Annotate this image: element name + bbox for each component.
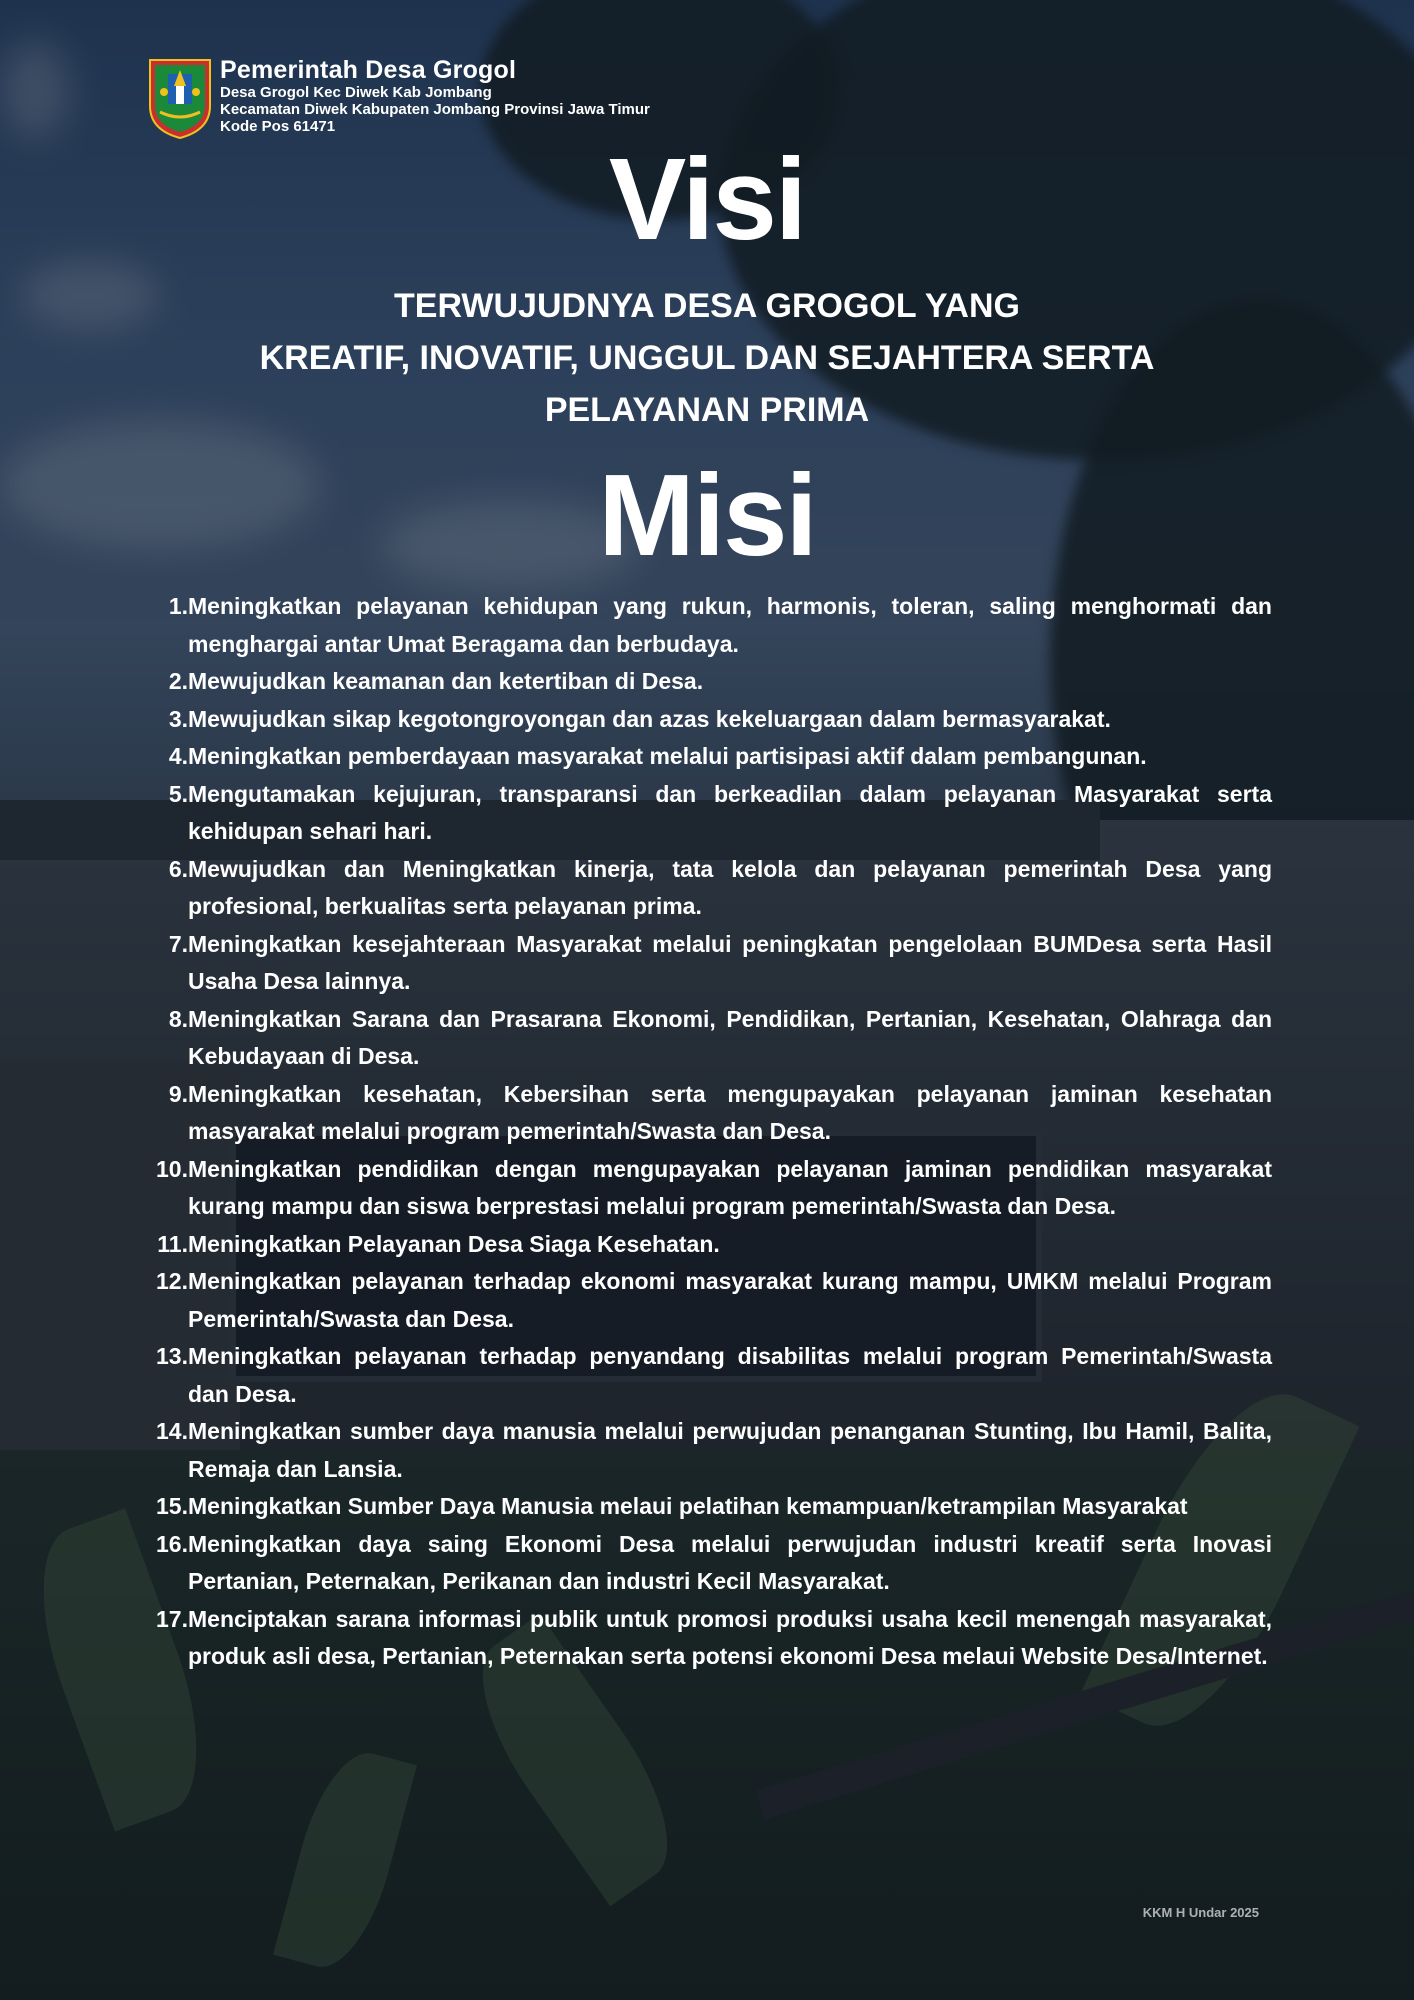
misi-number: 17.	[156, 1605, 188, 1632]
misi-text: Meningkatkan daya saing Ekonomi Desa melalui perwujudan industri kreatif serta Inovasi Pertanian, Peternakan, Perikanan dan industri Kecil Masyarakat.	[188, 1530, 1272, 1594]
misi-item	[148, 588, 1272, 663]
misi-number: 14.	[156, 1418, 188, 1444]
address-line: Desa Grogol Kec Diwek Kab Jombang	[220, 84, 492, 101]
misi-text: Meningkatkan kesehatan, Kebersihan serta mengupayakan pelayanan jaminan kesehatan masyarakat melalui program pemerintah/Swasta dan Desa.	[188, 1080, 1272, 1144]
misi-item	[148, 1263, 1272, 1338]
postal-code: Kode Pos 61471	[220, 118, 336, 135]
misi-text: Mewujudkan dan Meningkatkan kinerja, tata kelola dan pelayanan pemerintah Desa yang profesional, berkualitas serta pelayanan prima.	[188, 855, 1272, 919]
address-line: Kecamatan Diwek Kabupaten Jombang Provinsi Jawa Timur	[220, 101, 650, 118]
misi-number: 10.	[156, 1155, 188, 1182]
misi-number: 7.	[168, 930, 188, 957]
misi-item	[148, 851, 1272, 926]
visi-statement	[0, 280, 1414, 436]
misi-title: Misi	[598, 450, 816, 580]
misi-list	[148, 588, 1272, 1676]
misi-number: 5.	[168, 780, 188, 807]
visi-line: TERWUJUDNYA DESA GROGOL YANG	[394, 287, 1020, 325]
misi-text: Meningkatkan kesejahteraan Masyarakat melalui peningkatan pengelolaan BUMDesa serta Hasil Usaha Desa lainnya.	[188, 930, 1272, 994]
misi-text: Menciptakan sarana informasi publik untuk promosi produksi usaha kecil menengah masyarakat, produk asli desa, Pertanian, Peternakan serta potensi ekonomi Desa melaui Website Desa/Internet.	[188, 1605, 1272, 1669]
organization-info	[220, 56, 650, 135]
misi-text: Meningkatkan Sumber Daya Manusia melaui pelatihan kemampuan/ketrampilan Masyarakat	[188, 1493, 1188, 1519]
misi-number: 13.	[156, 1343, 188, 1369]
misi-number: 1.	[168, 593, 188, 619]
misi-number: 6.	[168, 855, 188, 882]
misi-number: 9.	[168, 1080, 188, 1107]
misi-number: 2.	[168, 668, 188, 694]
east-java-crest-icon	[146, 56, 214, 140]
misi-item	[148, 663, 1272, 701]
misi-number: 12.	[156, 1268, 188, 1294]
misi-item	[148, 738, 1272, 776]
misi-item	[148, 1601, 1272, 1676]
organization-name: Pemerintah Desa Grogol	[220, 56, 517, 84]
misi-number: 4.	[168, 743, 188, 769]
misi-text: Mewujudkan keamanan dan ketertiban di Desa.	[188, 668, 704, 694]
misi-number: 16.	[156, 1530, 188, 1557]
misi-item	[148, 1488, 1272, 1526]
misi-item	[148, 1151, 1272, 1226]
misi-item	[148, 1338, 1272, 1413]
misi-text: Meningkatkan pelayanan terhadap penyandang disabilitas melalui program Pemerintah/Swasta dan Desa.	[188, 1343, 1272, 1407]
visi-title: Visi	[608, 134, 806, 264]
misi-text: Mengutamakan kejujuran, transparansi dan berkeadilan dalam pelayanan Masyarakat serta kehidupan sehari hari.	[188, 780, 1272, 844]
misi-number: 11.	[157, 1230, 188, 1257]
misi-item	[148, 1226, 1272, 1264]
misi-item	[148, 701, 1272, 739]
misi-text: Meningkatkan Pelayanan Desa Siaga Kesehatan.	[188, 1230, 720, 1257]
misi-number: 3.	[168, 705, 188, 732]
misi-number: 15.	[156, 1493, 188, 1519]
misi-item	[148, 776, 1272, 851]
misi-text: Meningkatkan pelayanan kehidupan yang rukun, harmonis, toleran, saling menghormati dan menghargai antar Umat Beragama dan berbudaya.	[188, 593, 1272, 657]
visi-line: PELAYANAN PRIMA	[544, 391, 870, 429]
misi-item	[148, 1076, 1272, 1151]
visi-line: KREATIF, INOVATIF, UNGGUL DAN SEJAHTERA SERTA	[259, 339, 1155, 377]
misi-text: Meningkatkan pendidikan dengan mengupayakan pelayanan jaminan pendidikan masyarakat kurang mampu dan siswa berprestasi melalui program pemerintah/Swasta dan Desa.	[188, 1155, 1272, 1219]
misi-item	[148, 1413, 1272, 1488]
misi-text: Meningkatkan sumber daya manusia melalui perwujudan penanganan Stunting, Ibu Hamil, Balita, Remaja dan Lansia.	[188, 1418, 1272, 1482]
misi-number: 8.	[168, 1005, 188, 1032]
footer-credit: KKM H Undar 2025	[1142, 1905, 1259, 1920]
misi-text: Meningkatkan pemberdayaan masyarakat melalui partisipasi aktif dalam pembangunan.	[188, 743, 1147, 769]
misi-item	[148, 926, 1272, 1001]
misi-text: Meningkatkan pelayanan terhadap ekonomi masyarakat kurang mampu, UMKM melalui Program Pemerintah/Swasta dan Desa.	[188, 1268, 1272, 1332]
header	[146, 56, 650, 140]
misi-item	[148, 1526, 1272, 1601]
misi-text: Meningkatkan Sarana dan Prasarana Ekonomi, Pendidikan, Pertanian, Kesehatan, Olahraga dan Kebudayaan di Desa.	[188, 1005, 1272, 1069]
misi-item	[148, 1001, 1272, 1076]
misi-text: Mewujudkan sikap kegotongroyongan dan azas kekeluargaan dalam bermasyarakat.	[188, 705, 1111, 732]
